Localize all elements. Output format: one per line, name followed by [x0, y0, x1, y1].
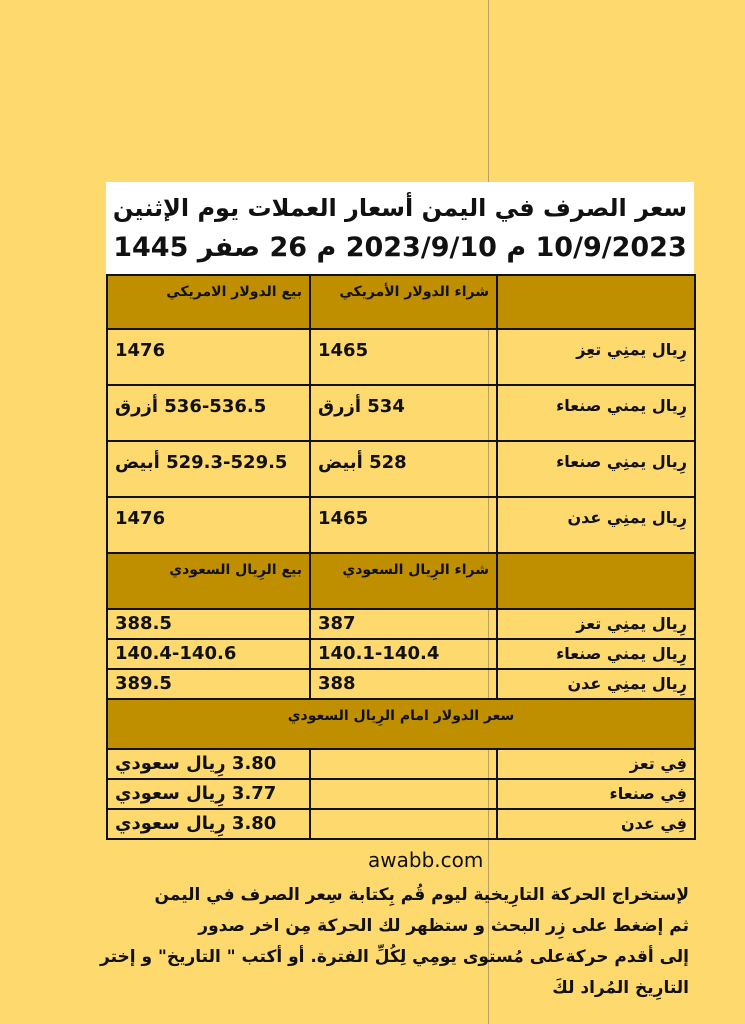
usd-sell-value: 529.3-529.5 أبيض: [107, 441, 310, 497]
note-line-2: ثم إضغط على زِر البحث و ستظهر لك الحركة مِن اخر صدور: [198, 916, 689, 936]
header-sar-sell: بيع الرِيال السعودي: [107, 553, 310, 609]
table-row: [107, 809, 695, 839]
usd-sell-value: 1476: [107, 329, 310, 385]
usd-sell-value: 536-536.5 أزرق: [107, 385, 310, 441]
header-cell-empty: [497, 275, 695, 329]
row-label: رِيال يمنِي صنعاء: [497, 441, 695, 497]
row-label: فِي تعز: [497, 749, 695, 779]
title-banner: [106, 182, 694, 274]
row-label: رِيال يمني صنعاء: [497, 385, 695, 441]
sar-sell-value: 388.5: [107, 609, 310, 639]
usd-buy-value: 534 أزرق: [310, 385, 497, 441]
row-label: رِيال يمنِي عدن: [497, 669, 695, 699]
usd-sar-value: 3.77 رِيال سعودي: [107, 779, 310, 809]
usd-sell-value: 1476: [107, 497, 310, 553]
usd-buy-value: 1465: [310, 329, 497, 385]
empty-cell: [310, 809, 497, 839]
note-line-4: التارِيخ المُراد لكَ: [552, 978, 689, 998]
row-label: فِي صنعاء: [497, 779, 695, 809]
note-line-3: إلى أقدم حركةعلى مُستوى يومِي لِكُلِّ الفترة. أو أكتب " التاريخ" و إختر: [100, 947, 689, 967]
table-row: [107, 329, 695, 385]
header-usd-buy: شراء الدولار الأمريكي: [310, 275, 497, 329]
note-line-1: لإستخراج الحركة التارِيخية ليوم قُم بِكتابة سِعر الصرف في اليمن: [154, 885, 689, 905]
table-row: [107, 385, 695, 441]
table-row: [107, 749, 695, 779]
table-row: [107, 669, 695, 699]
table-row: [107, 639, 695, 669]
usd-buy-value: 528 أبيض: [310, 441, 497, 497]
header-sar-buy: شراء الرِيال السعودي: [310, 553, 497, 609]
sar-sell-value: 140.4-140.6: [107, 639, 310, 669]
usd-sar-value: 3.80 رِيال سعودي: [107, 749, 310, 779]
header-cell-empty: [497, 553, 695, 609]
sar-header-row: [107, 553, 695, 609]
sar-sell-value: 389.5: [107, 669, 310, 699]
row-label: رِيال يمنِي عدن: [497, 497, 695, 553]
header-usd-sell: بيع الدولار الامريكي: [107, 275, 310, 329]
row-label: فِي عدن: [497, 809, 695, 839]
title-line-2: 10/9/2023 م 2023/9/10 م 26 صفر 1445: [113, 232, 687, 263]
instructions-note: [49, 880, 689, 1004]
usd-sar-value: 3.80 رِيال سعودي: [107, 809, 310, 839]
title-line-1: سعر الصرف في اليمن أسعار العملات يوم الإثنين: [112, 194, 688, 222]
usd-vs-sar-header-row: [107, 699, 695, 749]
table-row: [107, 779, 695, 809]
table-row: [107, 609, 695, 639]
sar-buy-value: 387: [310, 609, 497, 639]
table-row: [107, 497, 695, 553]
usd-buy-value: 1465: [310, 497, 497, 553]
empty-cell: [310, 749, 497, 779]
table-row: [107, 441, 695, 497]
header-usd-vs-sar: سعر الدولار امام الرِيال السعودي: [107, 699, 695, 749]
row-label: رِيال يمنِي تعِز: [497, 329, 695, 385]
row-label: رِيال يمني صنعاء: [497, 639, 695, 669]
sar-buy-value: 140.1-140.4: [310, 639, 497, 669]
sar-buy-value: 388: [310, 669, 497, 699]
empty-cell: [310, 779, 497, 809]
usd-header-row: [107, 275, 695, 329]
site-url: awabb.com: [368, 848, 484, 872]
rates-table: [106, 274, 696, 840]
row-label: رِيال يمنِي تعز: [497, 609, 695, 639]
